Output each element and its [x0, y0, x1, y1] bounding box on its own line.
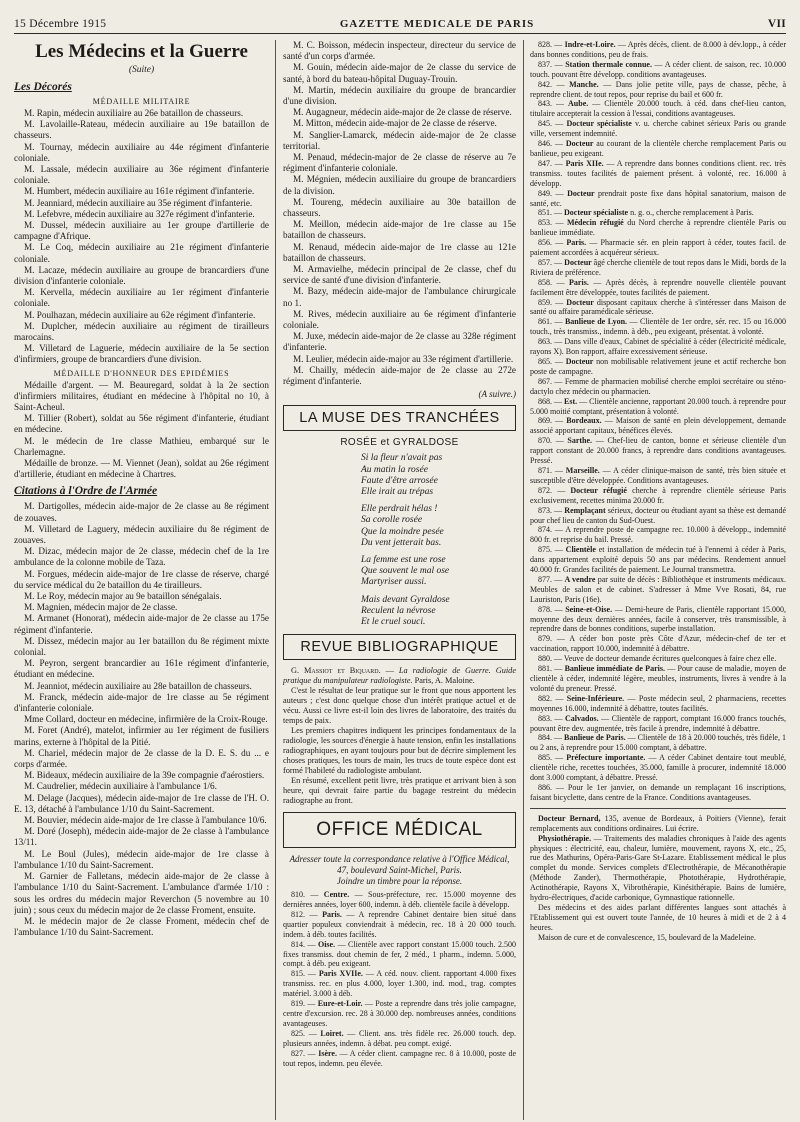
classified-ad: [530, 634, 786, 654]
ad-number: 837. —: [538, 59, 566, 69]
ad-text: Des médecins et des aides parlant différentes langues sont attachés à l'Etablissement qui est ouvert toute l'année, de 10 heures à midi et de 2 à 4 heures.: [530, 902, 786, 932]
classified-ad: [283, 910, 516, 940]
epidemie-entry: Médaille de bronze. — M. Viennet (Jean), soldat au 26e régiment d'artillerie, étudiant en médecine à Chartres.: [14, 457, 269, 480]
ad-text: par suite de décès : Bibliothèque et instruments médicaux. Meubles de salon et de cabinet. S'adresser à Mme Vve Rosati, 84, rue Lauriston, Paris (16e).: [530, 574, 786, 604]
poem-stanza: [361, 453, 516, 498]
citation-entry: M. Dizac, médecin major de 2e classe, médecin chef de la 1re ambulance de la colonne mobile de Taza.: [14, 546, 269, 568]
ad-number: 814. —: [291, 939, 318, 949]
classified-ad: [530, 486, 786, 506]
ad-number: 858. —: [538, 277, 570, 287]
ad-number: 882. —: [538, 693, 567, 703]
article-subtitle: (Suite): [128, 64, 155, 75]
citation-entry: M. Chailly, médecin aide-major de 2e classe au 272e régiment d'infanterie.: [283, 364, 516, 387]
classified-ad: [530, 60, 786, 80]
citation-entry: M. Bideaux, médecin auxiliaire de la 39e compagnie d'aérostiers.: [24, 770, 265, 781]
poem-line: Du vent jetterait bas.: [361, 537, 442, 548]
classified-ad: [530, 357, 786, 377]
ad-title: Eure-et-Loir.: [317, 999, 365, 1009]
citation-entry: M. Dissez, médecin major au 1er bataillon du 8e régiment mixte colonial.: [14, 635, 269, 658]
ad-number: 867. —: [538, 376, 565, 386]
ad-number: 868. —: [538, 396, 565, 406]
ad-title: Docteur: [565, 139, 597, 149]
citation-entry: M. Doré (Joseph), médecin aide-major de 2e classe à l'ambulance 13/11.: [14, 826, 269, 848]
ad-text: — A reprendre dans bonnes conditions client. rec. très transmiss. toutes facilités de paiement présent. à volonté, rec. 16.000 à développ.: [530, 158, 786, 188]
poem-line: Si la fleur n'avait pas: [361, 453, 443, 464]
ad-title: Banlieue immédiate de Paris.: [564, 664, 668, 674]
ad-title: Docteur: [566, 297, 597, 307]
ad-title: Indre-et-Loire.: [564, 40, 618, 49]
classified-ad: [530, 159, 786, 189]
decore-entry: M. Dussel, médecin auxiliaire au 1er groupe d'artillerie de campagne d'Afrique.: [14, 219, 269, 242]
ad-text: — Poste a reprendre dans très jolie campagne, centre d'excursion. rec. 28 à 30.000 dep. nombreuses années, conditions avantageuses.: [283, 999, 517, 1028]
poem: [283, 453, 516, 628]
decore-entry: M. Duplcher, médecin auxiliaire au régiment de tirailleurs marocains.: [14, 320, 269, 342]
citation-entry: M. Martin, médecin auxiliaire du groupe de brancardier d'une division.: [283, 84, 516, 107]
ad-text: v. u. cherche cabinet sérieux Paris ou grande ville, versement indemnité.: [530, 119, 786, 139]
poem-line: Au matin la rosée: [361, 464, 428, 475]
citation-entry: M. Augagneur, médecin aide-major de 2e classe de réserve.: [293, 107, 512, 118]
decore-entry: M. Lavolaille-Rateau, médecin auxiliaire au 19e bataillon de chasseurs.: [14, 119, 269, 141]
header-journal-title: GAZETTE MEDICALE DE PARIS: [339, 18, 535, 30]
ad-text: — Clientèle avec rapport constant 15.000 touch. 2.500 fixes transmiss. dout chemin de fer, 2 méd., 1 pharm., indemn. 5.000, compt. à déb. peu exigeant.: [283, 939, 516, 969]
poem-line: Reculent la névrose: [361, 605, 436, 616]
ad-number: 878. —: [538, 604, 566, 614]
ad-title: Sarthe.: [567, 436, 596, 446]
ad-title: Paris.: [569, 277, 594, 287]
ad-title: Docteur Bernard,: [538, 813, 605, 823]
citation-entry: M. le médecin major de 2e classe Froment, médecin chef de l'ambulance 1/10 du Saint-Sacrement.: [14, 915, 269, 938]
decore-entry: M. Lacaze, médecin auxiliaire au groupe de brancardiers d'une division d'infanterie coloniale.: [14, 264, 269, 286]
biblio-authors: G. Massiot et Biquard. —: [291, 666, 394, 676]
citation-entry: M. Le Roy, médecin major au 9e bataillon sénégalais.: [24, 591, 222, 602]
ad-number: 877. —: [538, 574, 565, 584]
section-citations-heading: Citations à l'Ordre de l'Armée: [14, 485, 158, 498]
classified-ad: [530, 654, 786, 664]
ad-text: — Clientèle de 1er ordre, sér. rec. 15 ou 16.000 touch., très transmiss., indemn. à déb., peu exigeant, présentat. à volonté.: [530, 317, 786, 337]
ad-number: 870. —: [538, 436, 568, 446]
decore-entry: M. Lassale, médecin auxiliaire au 36e régiment d'infanterie coloniale.: [14, 163, 269, 186]
ad-number: 856. —: [538, 238, 567, 248]
ad-title: Paris XIIe.: [565, 158, 607, 168]
ad-number: 825. —: [291, 1028, 321, 1038]
ad-number: 863. —: [538, 337, 565, 347]
review-paragraph: C'est le résultat de leur pratique sur le front que nous apportent les auteurs ; c'est donc quelque chose d'un intérêt pratique actuel et de vécu. Aussi ce livre est-il loin des livres de laboratoire, des traités du temps de paix.: [283, 686, 516, 726]
classified-ad: [530, 694, 786, 714]
citation-entry: M. C. Boisson, médecin inspecteur, directeur du service de santé d'un corps d'armée.: [283, 40, 516, 62]
column-1: [14, 40, 276, 1120]
poem-line: Martyriser aussi.: [361, 577, 427, 588]
ad-number: 846. —: [538, 139, 566, 149]
ad-number: 875. —: [538, 545, 566, 555]
muse-box: [283, 405, 516, 431]
classified-ad: [530, 298, 786, 318]
ad-number: 851. —: [538, 208, 564, 218]
ad-text: — A céder client. de saison, rec. 10.000 touch. pouvant être développ. conditions avantageuses.: [530, 59, 786, 79]
divider: [530, 808, 786, 809]
ad-text: A céder bon poste près Côte d'Azur, médecin-chef de ter et vaccination, rapport 10.000, indemnité à débattre.: [530, 634, 786, 654]
ad-text: — Clientèle 20.000 touch. à céd. dans chef-lieu canton, titulaire accepterait la cession à l'essai, conditions avantageuses.: [530, 99, 786, 119]
ad-text: — A reprendre Cabinet dentaire bien situé dans quartier populeux conviendrait à médecin, rec. 18 à 20 000 touch. indem. à déb. toutes facilités.: [283, 909, 517, 939]
ad-number: 872. —: [538, 485, 571, 495]
citation-entry: M. Chariel, médecin major de 2e classe de la D. E. S. du ... e corps d'armée.: [14, 747, 269, 770]
classified-ad: [530, 80, 786, 100]
decore-entry: M. Tournay, médecin auxiliaire au 44e régiment d'infanterie coloniale.: [14, 141, 269, 163]
classified-ad: [530, 119, 786, 139]
ad-title: Docteur: [565, 357, 597, 366]
classified-ad: [530, 99, 786, 119]
ad-text: Pour le 1er janvier, on demande un remplaçant 16 inscriptions, faisant bicyclette, dans centre de la France. Conditions avantageuses.: [530, 782, 786, 802]
ad-text: âgé cherche clientèle de tout repos dans le Midi, bords de la Riviera de préférence.: [530, 257, 786, 277]
epidemie-entry: Médaille d'argent. — M. Beauregard, soldat à la 2e section d'infirmiers militaires, étudiant en médecine à l'hôpital no 10, à Saint-Acheul.: [14, 379, 269, 412]
citation-entry: M. Delage (Jacques), médecin aide-major de 1re classe de l'H. O. E. 13, détaché à l'ambulance 1/10 du Saint-Sacrement.: [14, 792, 269, 814]
citation-entry: M. Caudrelier, médecin auxiliaire à l'ambulance 1/6.: [24, 781, 217, 792]
citation-entry: M. Juxe, médecin aide-major de 2e classe au 328e régiment d'infanterie.: [283, 331, 516, 353]
ad-text: — Maison de santé en plein développement, demande associé apportant capitaux, bénéfices élevés.: [530, 416, 786, 436]
ad-text: Femme de pharmacien mobilisé cherche emploi secrétaire ou sténo-dactylo chez médecin ou pharmacien.: [530, 376, 786, 396]
classified-ad: [530, 416, 786, 436]
ad-title: Remplaçant: [564, 505, 608, 515]
citation-entry: M. Peyron, sergent brancardier au 161e régiment d'infanterie, étudiant en médecine.: [14, 658, 269, 680]
ad-number: 815. —: [291, 969, 319, 979]
classified-ad: [530, 258, 786, 278]
ad-title: Médecin réfugié: [566, 218, 628, 228]
poem-line: Et le cruel souci.: [361, 616, 426, 627]
poem-line: Sa corolle rosée: [361, 515, 423, 526]
section-decores-heading: Les Décorés: [14, 80, 72, 93]
citation-entry: M. Meillon, médecin aide-major de 1re classe au 15e bataillon de chasseurs.: [283, 219, 516, 241]
office-intro: [283, 854, 516, 887]
ad-text: — Poste médecin seul, 2 pharmaciens, recettes moyennes 16.000, indemnité à débattre, toutes facilités.: [530, 693, 786, 713]
ad-title: Manche.: [569, 79, 604, 89]
ad-number: 884. —: [538, 733, 565, 743]
epidemie-entry: M. le médecin de 1re classe Mathieu, embarqué sur le Charlemagne.: [14, 435, 269, 457]
decore-entry: M. Jeanniard, médecin auxiliaire au 35e régiment d'infanterie.: [24, 197, 253, 208]
citation-entry: M. Jeanniot, médecin auxiliaire au 28e bataillon de chasseurs.: [24, 680, 252, 691]
ad-title: Docteur spécialiste: [564, 208, 631, 218]
poem-stanza: [361, 504, 516, 549]
decore-entry: M. Humbert, médecin auxiliaire au 161e régiment d'infanterie.: [24, 186, 255, 197]
closing-notices: [530, 814, 786, 943]
ad-number: 845. —: [538, 119, 567, 129]
ad-title: Banlieue de Lyon.: [564, 317, 630, 327]
ad-title: Seine-Inférieure.: [566, 693, 628, 703]
classified-ad: [530, 337, 786, 357]
ad-text: — A céd. nouv. client. rapportant 4.000 fixes transmiss. rec. en plus 4.000, loyer 1.300, ind. mod., trag. comptes matériel. 3.000 à déb.: [283, 969, 517, 999]
ad-title: Centre.: [323, 890, 355, 900]
citation-entry: M. Toureng, médecin auxiliaire au 30e bataillon de chasseurs.: [283, 196, 516, 219]
ad-number: 883. —: [538, 713, 566, 723]
ad-text: n. g. o., cherche remplacement à Paris.: [630, 208, 754, 218]
classified-ad: [530, 545, 786, 575]
header-page-number: VII: [767, 18, 786, 30]
ad-title: Paris.: [566, 238, 590, 248]
citation-entry: M. Mégnien, médecin auxiliaire du groupe de brancardiers de la division.: [283, 174, 516, 196]
classified-ad: [530, 278, 786, 298]
ad-number: 847. —: [538, 158, 566, 168]
poem-line: Mais devant Gyraldose: [361, 594, 450, 605]
office-ads-col3: [530, 40, 786, 803]
column-2: [276, 40, 524, 1120]
citation-entry: M. Le Boul (Jules), médecin aide-major de 1re classe à l'ambulance 1/10 du Saint-Sacrement.: [14, 848, 269, 870]
ad-text: — A céder client. campagne rec. 8 à 10.000, poste de tout repos, indemn. peu élevée.: [283, 1048, 516, 1068]
poem-line: Elle irait au trépas: [361, 486, 434, 497]
ad-title: Loiret.: [320, 1028, 348, 1038]
office-box: [283, 812, 516, 848]
classified-ad: [530, 218, 786, 238]
ad-text: Veuve de docteur demande écritures quelconques à faire chez elle.: [563, 654, 777, 664]
ad-text: — Après décès, à reprendre nouvelle clientèle pouvant facilement être développée, toutes facilités de paiement.: [530, 277, 786, 297]
review-paragraph: En résumé, excellent petit livre, très pratique et arrivant bien à son heure, qui devrait faire partie du bagage restreint du médecin radiographe au front.: [283, 776, 516, 806]
medaille-epidemies-heading: MÉDAILLE D'HONNEUR DES EPIDÉMIES: [53, 368, 230, 378]
ad-title: Seine-et-Oise.: [565, 604, 615, 614]
ad-title: Oise.: [317, 939, 338, 949]
ad-text: — Pharmacie sér. en plein rapport à céder, toutes facil. de paiement accordées à acquéreur sérieux.: [530, 238, 786, 258]
epidemie-entry: M. Tillier (Robert), soldat au 56e régiment d'infanterie, étudiant en médecine.: [14, 413, 269, 435]
office-title: OFFICE MÉDICAL: [316, 819, 483, 841]
citation-entry: M. Rives, médecin auxiliaire au 6e régiment d'infanterie coloniale.: [283, 308, 516, 331]
closing-notice: [530, 834, 786, 903]
ad-text: — A céder clinique-maison de santé, très bien située et susceptible d'être développée. Conditions avantageuses.: [530, 465, 786, 485]
decore-entry: M. Villetard de Laguerie, médecin auxiliaire de la 5e section d'infirmiers, groupe de brancardiers d'une division.: [14, 343, 269, 365]
classified-ad: [530, 605, 786, 635]
decore-entry: M. Poulhazan, médecin auxiliaire au 62e régiment d'infanterie.: [24, 309, 256, 320]
ad-text: — Sous-préfecture, rec. 15.000 moyenne des dernières années, loyer 600, indemn. à déb. clientèle facile à développ.: [283, 890, 516, 910]
columns: [14, 40, 786, 1120]
column-3: [524, 40, 786, 1120]
ad-title: Docteur réfugié: [570, 485, 633, 495]
decore-entry: M. Kervella, médecin auxiliaire au 1er régiment d'infanterie coloniale.: [14, 287, 269, 309]
ad-number: 859. —: [538, 297, 567, 307]
ad-number: 869. —: [538, 416, 567, 426]
ad-number: 812. —: [291, 909, 323, 919]
classified-ad: [530, 317, 786, 337]
citation-entry: M. Renaud, médecin aide-major de 1re classe au 121e bataillon de chasseurs.: [283, 241, 516, 263]
decore-entry: M. Le Coq, médecin auxiliaire au 21e régiment d'infanterie coloniale.: [14, 242, 269, 264]
citation-entry: M. Bazy, médecin aide-major de l'ambulance chirurgicale no 1.: [283, 286, 516, 308]
classified-ad: [530, 436, 786, 466]
citation-entry: M. Armavielhe, médecin principal de 2e classe, chef du service de santé d'une division d'infanterie.: [283, 264, 516, 286]
classified-ad: [283, 1029, 516, 1049]
classified-ad: [283, 969, 516, 999]
ad-number: 881. —: [538, 664, 565, 674]
classified-ad: [530, 466, 786, 486]
office-intro-address: Adresser toute la correspondance relative à l'Office Médical, 47, boulevard Saint-Michel, Paris.: [289, 854, 510, 876]
ad-text: — Clientèle de 18 à 20.000 touchés, très fidèle, 1 ou 2 ans, à reprendre pour 15.000 comptant, à débattre.: [530, 733, 786, 753]
ad-number: 828. —: [538, 40, 565, 49]
ad-title: Bordeaux.: [566, 416, 605, 426]
ad-text: cherche à reprendre clientèle sérieuse Paris exclusivement, recettes minima 20.000 fr.: [530, 485, 786, 505]
classified-ad: [530, 783, 786, 803]
citation-entry: M. Armanet (Honorat), médecin aide-major de 2e classe au 175e régiment d'infanterie.: [14, 613, 269, 635]
header-date: 15 Décembre 1915: [14, 18, 107, 30]
muse-title: LA MUSE DES TRANCHÉES: [299, 410, 500, 427]
ad-number: 874. —: [538, 525, 566, 535]
decore-entry: M. Lefebvre, médecin auxiliaire au 327e régiment d'infanterie.: [24, 208, 255, 219]
office-ads-col2: [283, 890, 516, 1068]
ad-number: 849. —: [538, 188, 568, 198]
ad-title: Docteur spécialiste: [566, 119, 636, 129]
classified-ad: [530, 733, 786, 753]
classified-ad: [530, 525, 786, 545]
article-title: Les Médecins et la Guerre: [35, 41, 248, 62]
ad-number: 842. —: [538, 79, 570, 89]
ad-text: non mobilisable relativement jeune et actif recherche bon poste de campagne.: [530, 357, 786, 376]
ad-title: Paris.: [322, 909, 347, 919]
ad-number: 885. —: [538, 753, 567, 763]
ad-title: Docteur: [567, 188, 598, 198]
classified-ad: [530, 40, 786, 60]
ad-text: et installation de médecin tué à l'ennemi à céder à Paris, dans appartement exploité depuis 50 ans par médecins. Rendement annuel 40.000 fr. Grandes facilités de paiement. Le Journal transmettra.: [530, 545, 786, 575]
classified-ad: [283, 940, 516, 970]
ad-number: 865. —: [538, 357, 566, 366]
ad-text: 135, avenue de Bordeaux, à Poitiers (Vienne), ferait remplacements aux conditions ordinaires. Lui écrire.: [530, 813, 786, 833]
classified-ad: [530, 208, 786, 218]
ad-text: — Chef-lieu de canton, bonne et sérieuse clientèle d'un rapport constant de 20.000 francs, à reprendre dans conditions avantageuses. Pressé.: [530, 436, 786, 466]
biblio-publisher: Paris, A. Maloine.: [414, 676, 475, 686]
ad-text: disposant capitaux cherche à s'intéresser dans Maison de santé ou affaire paramédicale sérieuse.: [530, 297, 786, 317]
ad-text: — Traitements des maladies chroniques à l'aide des agents physiques : électricité, eau, chaleur, lumière, mouvement, rayons X, etc., 25, rue des Mathurins, Opéra-Paris-Gare St-Lazare. Etablissement médical le plus complet du monde. Services complets d'Electrothérapie, de Mécanothérapie (Méthode Zander), Thermothérapie, Photothérapie, Hydrothérapie, Actinothérapie, Rayons X, Vibrothérapie, Kinésithérapie. Bains de lumière, hydro-électriques, d'acide carbonique, Gymnastique rationnelle.: [530, 833, 786, 903]
running-header: [14, 18, 786, 34]
classified-ad: [530, 238, 786, 258]
citation-entry: M. Gouin, médecin aide-major de 2e classe du service de santé, à bord du bateau-hôpital Duguay-Trouin.: [283, 62, 516, 84]
classified-ad: [530, 377, 786, 397]
ad-title: Calvados.: [565, 713, 602, 723]
citation-entry: Mme Collard, docteur en médecine, infirmière de la Croix-Rouge.: [24, 714, 268, 725]
revue-title: REVUE BIBLIOGRAPHIQUE: [300, 639, 499, 656]
poem-line: Faute d'être arrosée: [361, 475, 438, 486]
classified-ad: [283, 999, 516, 1029]
classified-ad: [530, 664, 786, 694]
citation-entry: M. Franck, médecin aide-major de 1re classe au 5e régiment d'infanterie coloniale.: [14, 691, 269, 714]
classified-ad: [530, 714, 786, 734]
ad-text: Maison de cure et de convalescence, 15, boulevard de la Madeleine.: [538, 932, 756, 942]
classified-ad: [530, 753, 786, 783]
ad-title: Banlieue de Paris.: [564, 733, 628, 743]
biblio-review: [283, 686, 516, 806]
classified-ad: [530, 506, 786, 526]
medaille-militaire-heading: MÉDAILLE MILITAIRE: [92, 96, 191, 106]
ad-title: Clientèle: [565, 545, 599, 555]
citation-entry: M. Garnier de Falletans, médecin aide-major de 2e classe à l'ambulance 1/10 du Saint-Sacrement. L'ambulance d'armée 1/10 : sous les ordres du médecin major Reverchon (5 novembre au 10 juin) ; sous ceux du médecin major de 2e classe Froment, ensuite.: [14, 871, 269, 915]
review-paragraph: Les premiers chapitres indiquent les principes fondamentaux de la radiologie, les sources d'énergie à haute tension, enfin les installations radiographiques, en ayant toujours pour but de décrire simplement les choses pratiques, les tours de main, les trucs de toute espèce dont est formé l'habileté du radiologiste ambulant.: [283, 726, 516, 776]
ad-number: 861. —: [538, 317, 565, 327]
citation-entry: M. Leulier, médecin aide-major au 33e régiment d'artillerie.: [293, 353, 514, 364]
ad-text: — Demi-heure de Paris, clientèle rapportant 15.000, moyenne des deux dernières années, facile à conserver, très transmissible, à reprendre dans de bonnes conditions, superbe installation.: [530, 604, 786, 634]
ad-title: Est.: [564, 396, 580, 406]
citation-entry: M. Foret (André), matelot, infirmier au 1er régiment de fusiliers marins, externe à l'hôpital de la Pitié.: [14, 725, 269, 747]
ad-text: — Dans jolie petite ville, pays de chasse, pêche, à reprendre client. de tout repos, pour reprise du bail et 600 fr.: [530, 79, 786, 99]
to-be-continued: (A suivre.): [478, 389, 516, 400]
classified-ad: [530, 575, 786, 605]
ad-title: Paris XVIIe.: [318, 969, 366, 979]
ad-number: 819. —: [291, 999, 318, 1009]
ad-number: 871. —: [538, 465, 566, 475]
citation-entry: M. Mitton, médecin aide-major de 2e classe de réserve.: [293, 118, 497, 129]
classified-ad: [530, 397, 786, 417]
citation-entry: M. Magnien, médecin major de 2e classe.: [24, 602, 178, 613]
biblio-title: La radiologie de Guerre. Guide pratique du manipulateur radiologiste.: [283, 666, 517, 686]
citation-entry: M. Forgues, médecin aide-major de 1re classe de réserve, chargé du service médical du 2e bataillon du 4e tirailleurs.: [14, 568, 269, 590]
ad-title: Station thermale connue.: [565, 59, 655, 69]
ad-title: A vendre: [564, 574, 598, 584]
ad-number: 810. —: [291, 890, 324, 900]
ad-text: au courant de la clientèle cherche remplacement Paris ou banlieue, peu exigeant.: [530, 139, 786, 158]
revue-box: [283, 634, 516, 660]
ad-title: Isère.: [318, 1048, 340, 1058]
ad-title: Préfecture importante.: [566, 753, 649, 763]
decores-list: [14, 108, 269, 366]
ad-title: Physiothérapie.: [538, 833, 594, 843]
poem-line: Que souvent le mal ose: [361, 566, 450, 577]
citation-entry: M. Bouvier, médecin aide-major de 1re classe à l'ambulance 10/6.: [24, 815, 267, 826]
closing-notice: [530, 814, 786, 834]
ad-text: — Pour cause de maladie, moyen de clientèle à céder, indemnité légère, meubles, instruments, livres à vendre à la volonté du preneur. Pressé.: [530, 664, 786, 693]
ad-text: Dans ville d'eaux, Cabinet de spécialité à céder (électricité médicale, rayons X). Bon rapport, affaire excessivement sérieuse.: [530, 337, 786, 357]
citation-entry: M. Dartigolles, médecin aide-major de 2e classe au 8e régiment de zouaves.: [14, 501, 269, 523]
citation-entry: M. Villetard de Laguery, médecin auxiliaire du 8e régiment de zouaves.: [14, 523, 269, 545]
poem-title: ROSÉE et GYRALDOSE: [340, 437, 459, 449]
epidemies-list: [14, 380, 269, 481]
ad-text: prendrait poste fixe dans hôpital sanatorium, maison de santé, etc.: [530, 188, 786, 208]
classified-ad: [530, 139, 786, 159]
poem-line: Que la moindre pesée: [361, 526, 444, 537]
ad-title: Aube.: [568, 99, 593, 109]
citation-entry: M. Penaud, médecin-major de 2e classe de réserve au 7e régiment d'infanterie coloniale.: [283, 152, 516, 174]
ad-text: — Clientèle ancienne, rapportant 20.000 touch. à reprendre pour 5.000 moitié comptant, présentation à volonté.: [530, 396, 786, 416]
ad-text: — Après décès, client. de 8.000 à dév.lopp., à céder dans bonnes conditions, peu de frais.: [530, 40, 786, 59]
ad-number: 843. —: [538, 99, 569, 109]
ad-number: 886. —: [538, 782, 568, 792]
closing-notice: [530, 903, 786, 933]
ad-text: — A céder Cabinet dentaire tout meublé, clientèle riche, recettes touchées, 35.000, famille à procurer, indemnité 18.000 dont 3.000 comptant, à débattre. Pressé.: [530, 753, 786, 783]
poem-line: La femme est une rose: [361, 554, 446, 565]
poem-line: Elle perdrait hélas !: [361, 504, 438, 515]
ad-text: A reprendre poste de campagne rec. 10.000 à développ., indemnité 800 fr. et reprise du bail. Pressé.: [530, 525, 786, 545]
ad-number: 853. —: [538, 218, 567, 228]
office-intro-stamp: Joindre un timbre pour la réponse.: [336, 876, 463, 887]
poem-stanza: [361, 595, 516, 629]
ad-number: 873. —: [538, 505, 565, 515]
decore-entry: M. Rapin, médecin auxiliaire au 26e bataillon de chasseurs.: [24, 107, 244, 118]
classified-ad: [283, 890, 516, 910]
poem-stanza: [361, 555, 516, 589]
biblio-reference: [283, 666, 516, 686]
citations-list: [14, 501, 269, 938]
citations-list-continued: [283, 40, 516, 387]
citation-entry: M. Sanglier-Lamarck, médecin aide-major de 2e classe territorial.: [283, 129, 516, 151]
ad-number: 880. —: [538, 654, 564, 664]
classified-ad: [283, 1049, 516, 1069]
ad-text: — Clientèle de rapport, comptant 16.000 francs touchés, pouvant être dev. augmentée, très facile à prendre, indemnité à débattre.: [530, 713, 786, 733]
ad-title: Marseille.: [565, 465, 603, 475]
closing-notice: [530, 933, 786, 943]
ad-text: sérieux, docteur ou étudiant ayant sa thèse est demandé pour chef lieu de canton du Sud-Ouest.: [530, 505, 786, 525]
ad-number: 879. —: [538, 634, 570, 644]
ad-text: du Nord cherche à reprendre clientèle Paris ou banlieue immédiate.: [530, 218, 786, 238]
ad-text: — Client. ans. très fidèle rec. 26.000 touch. dep. plusieurs années, indemn. à débat. peu compt. exigé.: [283, 1028, 516, 1048]
ad-number: 827. —: [291, 1048, 319, 1058]
ad-title: Docteur: [564, 257, 594, 267]
classified-ad: [530, 189, 786, 209]
ad-number: 857. —: [538, 257, 565, 267]
